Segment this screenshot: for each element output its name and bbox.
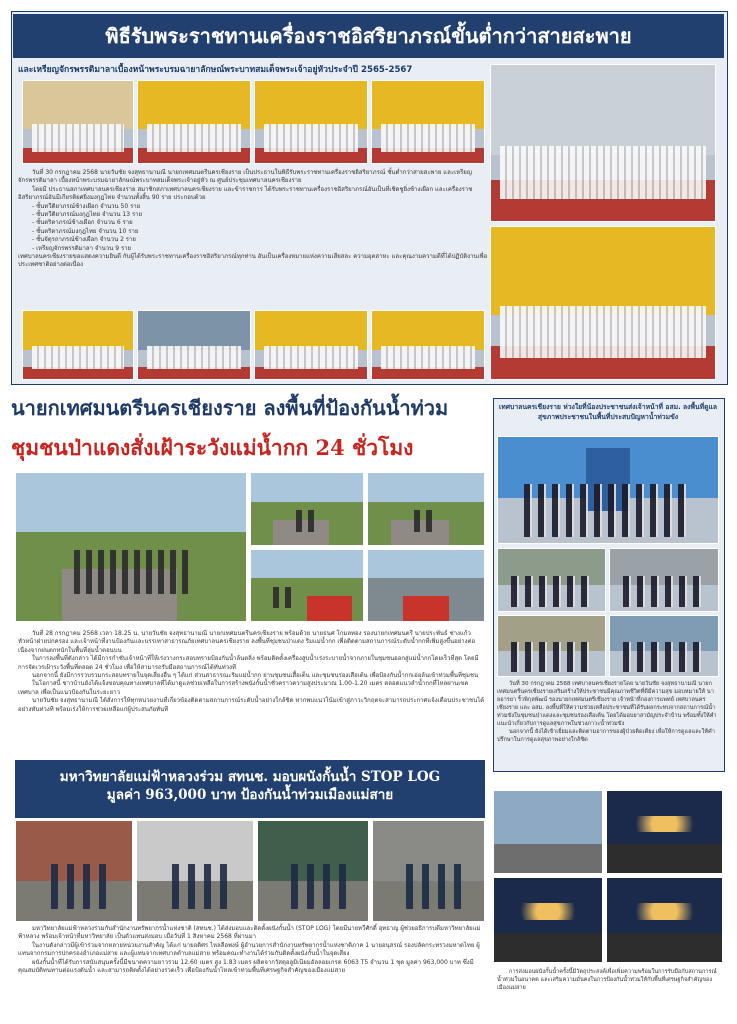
flood-paragraph: นายวันชัย จงสุทธานามณี ได้สั่งการให้ทุกหน่วยงานที่เกี่ยวข้องติดตามสถานการณ์ระดับน้ำอย่างใกล้ชิด หากพบแนวโน้มเข้าสู่ภาวะวิกฤตจะสามารถประกาศแจ้งเตือนประชาชนได้อย่างทันท่วงที พร้อมเร่งให้การช่วยเหลือแก่ผู้ประสบภัยทันที bbox=[18, 697, 485, 713]
flood-photo-main bbox=[15, 472, 247, 622]
award-list-item: - ชั้นทวีติยาภรณ์มงกุฎไทย จำนวน 13 ราย bbox=[32, 211, 488, 219]
flood-paragraph: ในการลงพื้นที่ดังกล่าว ได้มีการกำชับเจ้าหน้าที่ให้เร่งวางกระสอบทรายป้องกันน้ำล้นตลิ่ง พร้อมติดตั้งเครื่องสูบน้ำเร่งระบายน้ำจากภายในชุมชนออกสู่แม่น้ำกกโดยเร็วที่สุด โดยมีการจัดเวรเฝ้าระวังพื้นที่ตลอด 24 ชั่วโมง เพื่อให้สามารถรับมือสถานการณ์ได้ทันท่วงที bbox=[18, 655, 479, 671]
award-list-item: - ชั้นตริตาภรณ์มงกุฎไทย จำนวน 10 ราย bbox=[32, 228, 488, 236]
stoplog-photo-night-2 bbox=[493, 877, 603, 963]
flood-photo-2 bbox=[250, 472, 364, 546]
health-headline: เทศบาลนครเชียงราย ห่วงใยที่น้องประชาชนส่งเจ้าหน้าที่ อสม. ลงพื้นที่ดูแลสุขภาพประชาชนในพื้นที่ประสบปัญหาน้ำท่วมขัง bbox=[498, 403, 718, 421]
health-photo-5 bbox=[609, 615, 719, 677]
health-photo-2 bbox=[497, 548, 606, 612]
award-list bbox=[18, 203, 488, 253]
flood-photo-4 bbox=[250, 549, 364, 622]
stoplog-title: มหาวิทยาลัยแม่ฟ้าหลวงร่วม สทนช. มอบผนังกั้นน้ำ STOP LOG bbox=[59, 769, 441, 785]
ceremony-text bbox=[18, 169, 488, 309]
ceremony-photo-4 bbox=[371, 80, 485, 164]
award-list-item: - เหรียญจักรพรรดิมาลา จำนวน 9 ราย bbox=[32, 245, 488, 253]
health-photo-main bbox=[497, 436, 719, 544]
stoplog-photo-day bbox=[493, 790, 603, 874]
award-list-item: - ชั้นจัตุรถาภรณ์ช้างเผือก จำนวน 2 ราย bbox=[32, 236, 488, 244]
ceremony-photo-3 bbox=[254, 80, 368, 164]
health-paragraph: วันที่ 30 กรกฎาคม 2568 เทศบาลนครเชียงรายโดย นายวันชัย จงสุทธานามณี นายกเทศมนตรีนครเชียงรายเสริมสร้างให้ประชาชนมีคุณภาพชีวิตที่ดีมีความสุข มอบหมายให้ นายอารยา ริ้วพิกุลพัฒน์ รองนายกเทศมนตรีเชียงราย เจ้าหน้าที่กองการแพทย์ เทศบาลนครเชียงราย และ อสม. ลงพื้นที่ให้ความช่วยเหลือประชาชนที่ได้รับผลกระทบจากสถานการณ์น้ำท่วมขังในชุมชนป่าแดงและชุมชนร่องเสือเต้น โดยได้มอบยาสามัญประจำบ้าน พร้อมทั้งให้คำแนะนำเกี่ยวกับการดูแลสุขภาพในช่วงภาวะน้ำท่วมขัง bbox=[497, 681, 717, 727]
health-text bbox=[497, 680, 719, 772]
stoplog-photo-1 bbox=[15, 820, 133, 922]
health-paragraph: นอกจากนี้ ยังได้เข้าเยี่ยมและติดตามอาการของผู้ป่วยติดเตียง เพื่อให้การดูแลและให้คำปรึกษาในการดูแลสุขภาพอย่างใกล้ชิด bbox=[497, 729, 715, 743]
ceremony-paragraph: โดยมี ประธานสภาเทศบาลนครเชียงราย สมาชิกสภาเทศบาลนครเชียงราย และข้าราชการ ได้รับพระราชทานเครื่องราชอิสริยาภรณ์อันเป็นที่เชิดชูยิ่งช้างเผือก และเครื่องราชอิสริยาภรณ์อันมีเกียรติยศยิ่งมงกุฎไทย จำนวนทั้งสิ้น 90 ราย ประกอบด้วย bbox=[18, 185, 473, 202]
stoplog-banner bbox=[15, 760, 485, 818]
stoplog-paragraph: ผนังกั้นน้ำที่ได้รับการสนับสนุนครั้งนี้มีขนาดความยาวรวม 12.60 เมตร สูง 1.83 เมตร ผลิตจากวัสดุอลูมิเนียมอัลลอยเกรด 6063 T5 จำนวน 1 ชุด มูลค่า 963,000 บาท ซึ่งมีคุณสมบัติทนทานต่อแรงดันน้ำ และสามารถติดตั้งได้อย่างรวดเร็ว เพื่อป้องกันน้ำไหลเข้าท่วมพื้นที่เศรษฐกิจสำคัญของเมืองแม่สาย bbox=[18, 958, 474, 975]
stoplog-paragraph: มหาวิทยาลัยแม่ฟ้าหลวงร่วมกับสำนักงานทรัพยากรน้ำแห่งชาติ (สทนช.) ได้ส่งมอบและติดตั้งผนังกั้นน้ำ (STOP LOG) โดยมีนายทวีศักดิ์ อุทธาญ ผู้ช่วยอธิการบดีมหาวิทยาลัยแม่ฟ้าหลวง พร้อมเจ้าหน้าที่มหาวิทยาลัย เป็นตัวแทนส่งมอบ เมื่อวันที่ 1 สิงหาคม 2568 ที่ผ่านมา bbox=[18, 925, 481, 941]
stoplog-text bbox=[18, 925, 488, 1015]
flood-photo-3 bbox=[367, 472, 485, 546]
stoplog-photo-4 bbox=[372, 820, 485, 922]
ceremony-title: พิธีรับพระราชทานเครื่องราชอิสริยาภรณ์ขั้นต่ำกว่าสายสะพาย bbox=[13, 14, 724, 58]
stoplog-photo-2 bbox=[136, 820, 254, 922]
ceremony-closing: เทศบาลนครเชียงรายขอแสดงความยินดี กับผู้ได้รับพระราชทานเครื่องราชอิสริยาภรณ์ทุกท่าน อันเป็นเครื่องหมายแห่งความเสียสละ ความอุตสาหะ และคุณงามความดีที่ได้ปฏิบัติงานเพื่อประเทศชาติอย่างต่อเนื่อง bbox=[18, 253, 488, 269]
stoplog-paragraph: ในงานดังกล่าวมีผู้เข้าร่วมจากหลายหน่วยงานสำคัญ ได้แก่ นายอดิศร ไหลลือพงษ์ ผู้อำนวยการสำนักงานทรัพยากรน้ำแห่งชาติภาค 1 นายอนุสรณ์ รองปลัดกระทรวงมหาดไทย ผู้แทนจากกรมการปกครองอำเภอแม่สาย และผู้แทนจากเทศบาลตำบลแม่สาย พร้อมคณะทำงานได้ร่วมกันติดตั้งผนังกั้นน้ำในจุดเสี่ยง bbox=[18, 941, 480, 958]
flood-paragraph: ในโอกาสนี้ ชาวบ้านยังได้แจ้งขอบคุณทางเทศบาลที่ได้มาดูแลช่วยเหลือในการสร้างพนังกั้นน้ำชั่วคราวความสูงประมาณ 1.00-1.20 เมตร ตลอดแนวลำน้ำกกที่ไหลผ่านเขตเทศบาล เพื่อเป็นแนวป้องกันในระยะยาว bbox=[18, 680, 469, 696]
flood-headline: นายกเทศมนตรีนครเชียงราย ลงพื้นที่ป้องกันน้ำท่วม bbox=[11, 396, 449, 420]
flood-text bbox=[18, 630, 488, 745]
ceremony-photo-group bbox=[490, 226, 716, 380]
flood-photo-5 bbox=[367, 549, 485, 622]
stoplog-subtitle: มูลค่า 963,000 บาท ป้องกันน้ำท่วมเมืองแม่สาย bbox=[106, 787, 394, 803]
ceremony-photo-1 bbox=[22, 80, 134, 164]
ceremony-photo-hall bbox=[490, 64, 716, 222]
ceremony-photo-2 bbox=[137, 80, 251, 164]
award-list-item: - ชั้นทวีติยาภรณ์ช้างเผือก จำนวน 50 ราย bbox=[32, 203, 488, 211]
ceremony-photo-8 bbox=[371, 310, 485, 380]
stoplog-photo-3 bbox=[257, 820, 369, 922]
stoplog-photo-night-3 bbox=[606, 877, 723, 963]
ceremony-paragraph: วันที่ 30 กรกฎาคม 2568 นายวันชัย จงสุทธานามณี นายกเทศมนตรีนครเชียงราย เป็นประธานในพิธีรับพระราชทานเครื่องราชอิสริยาภรณ์ ชั้นต่ำกว่าสายสะพาย และเหรียญจักรพรรดิมาลา เบื้องหน้าพระบรมฉายาลักษณ์พระบาทสมเด็จพระเจ้าอยู่หัว ณ ศูนย์ประชุมเทศบาลนครเชียงราย bbox=[18, 169, 472, 185]
stoplog-photo-night-1 bbox=[606, 790, 723, 874]
flood-subheadline: ชุมชนป่าแดงสั่งเฝ้าระวังแม่น้ำกก 24 ชั่วโมง bbox=[11, 435, 414, 460]
ceremony-photo-7 bbox=[254, 310, 368, 380]
health-photo-4 bbox=[497, 615, 606, 677]
flood-paragraph: วันที่ 28 กรกฎาคม 2568 เวลา 18.25 น. นายวันชัย จงสุทธานามณี นายกเทศมนตรีนครเชียงราย พร้อมด้วย นายธนศ โกมลทอง รองนายกเทศมนตรี นายประพันธ์ ช่างแก้ว หัวหน้าฝ่ายปกครอง และเจ้าหน้าที่งานป้องกันและบรรเทาสาธารณภัยเทศบาลนครเชียงราย ลงพื้นที่ชุมชนป่าแดง ริมแม่น้ำกก เพื่อติดตามสถานการณ์ระดับน้ำกกที่เพิ่มสูงขึ้นอย่างต่อเนื่องจากฝนตกหนักในพื้นที่ลุ่มน้ำตอนบน bbox=[18, 630, 476, 654]
ceremony-photo-5 bbox=[22, 310, 134, 380]
health-photo-3 bbox=[609, 548, 719, 612]
flood-paragraph: นอกจากนี้ ยังมีการรวบรวมกระสอบทรายในจุดเสี่ยงอื่น ๆ ได้แก่ ส่วนสาธารณะริมแม่น้ำกก ย่านชุมชนเสื้อเต็น และชุมชนร่องเสือเต้น เพื่อป้องกันน้ำกกเอ่อล้นเข้าท่วมพื้นที่ชุมชน bbox=[32, 672, 479, 680]
award-list-item: - ชั้นตริตาภรณ์ช้างเผือก จำนวน 6 ราย bbox=[32, 219, 488, 227]
stoplog-caption-text: การส่งมอบผนังกั้นน้ำครั้งนี้มีวัตถุประสงค์เพื่อเพิ่มความพร้อมในการรับมือกับสถานการณ์น้ำท่วมในอนาคต และเสริมความมั่นคงในการป้องกันน้ำท่วมให้กับพื้นที่เศรษฐกิจสำคัญของเมืองแม่สาย bbox=[497, 969, 717, 991]
stoplog-caption bbox=[497, 968, 719, 1018]
ceremony-photo-6 bbox=[137, 310, 251, 380]
ceremony-subtitle: และเหรียญจักรพรรดิมาลาเบื้องหน้าพระบรมฉายาลักษณ์พระบาทสมเด็จพระเจ้าอยู่หัวประจำปี 2565-2567 bbox=[18, 65, 413, 75]
